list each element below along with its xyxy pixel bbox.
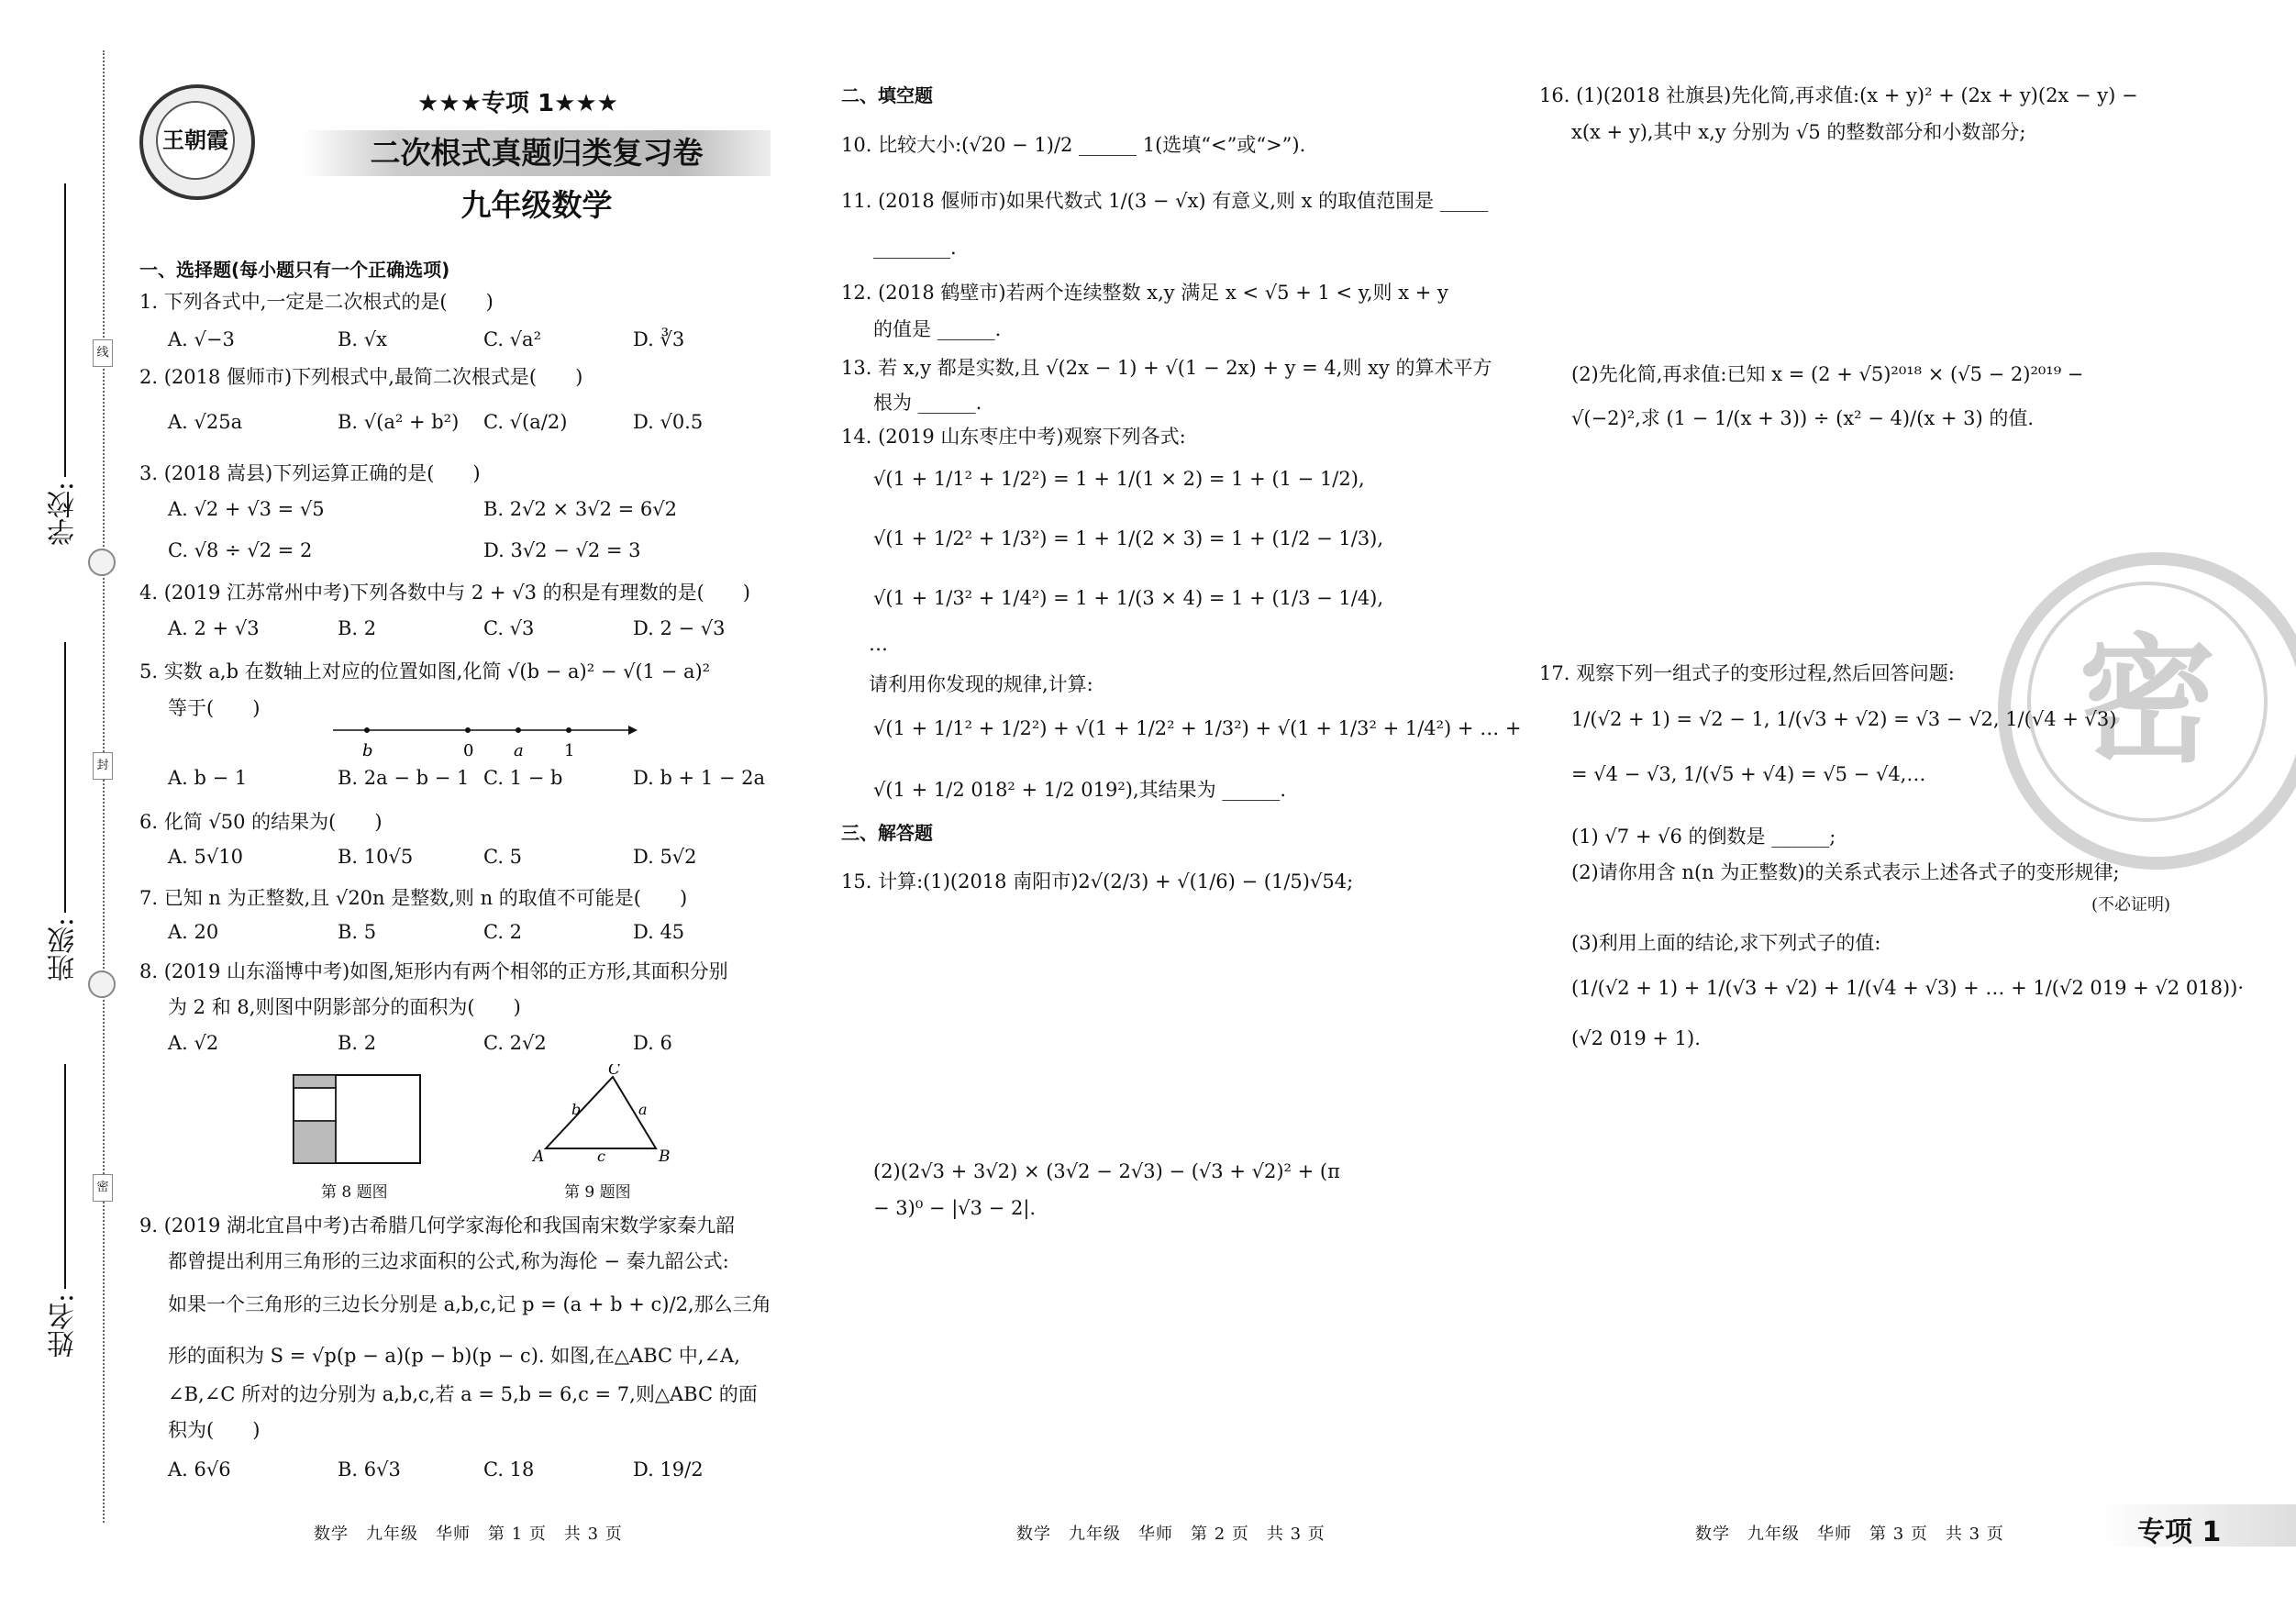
q9-option-a: A. 6√6 [168, 1458, 231, 1481]
q4-option-b: B. 2 [338, 617, 377, 639]
q5-option-c: C. 1 − b [483, 767, 563, 789]
q14-equation-2: √(1 + 1/2² + 1/3²) = 1 + 1/(2 × 3) = 1 + (1/2 − 1/3), [873, 527, 1384, 549]
special-label: ★★★专项 1★★★ [417, 90, 618, 117]
triangle-side-b: b [571, 1101, 582, 1118]
question-7: 7. 已知 n 为正整数,且 √20n 是整数,则 n 的取值不可能是( ) [139, 887, 688, 909]
question-9-line-5: ∠B,∠C 所对的边分别为 a,b,c,若 a = 5,b = 6,c = 7,则△ABC 的面 [168, 1383, 758, 1405]
name-underline [64, 1064, 66, 1289]
q14-sum-line-1: √(1 + 1/1² + 1/2²) + √(1 + 1/2² + 1/3²) + √(1 + 1/3² + 1/4²) + … + [873, 717, 1522, 739]
q1-option-d: D. ∛3 [633, 328, 685, 350]
exam-subtitle: 九年级数学 [460, 187, 613, 223]
axis-label-b: b [362, 741, 373, 760]
triangle-vertex-c: C [608, 1064, 621, 1079]
question-16-part-2-cont: √(−2)²,求 (1 − 1/(x + 3)) ÷ (x² − 4)/(x + 3) 的值. [1571, 407, 2035, 429]
secret-stamp-text: 密 [2027, 582, 2268, 822]
q6-option-c: C. 5 [483, 846, 523, 868]
q1-option-a: A. √−3 [168, 328, 235, 350]
q4-option-a: A. 2 + √3 [168, 617, 260, 639]
figure-8-rectangle [292, 1073, 425, 1170]
question-12-cont: 的值是 ______. [873, 318, 1002, 340]
q3-option-a: A. √2 + √3 = √5 [168, 498, 325, 520]
question-17: 17. 观察下列一组式子的变形过程,然后回答问题: [1539, 662, 1955, 684]
question-8-cont: 为 2 和 8,则图中阴影部分的面积为( ) [168, 996, 521, 1018]
triangle-vertex-a: A [533, 1148, 545, 1166]
q6-option-b: B. 10√5 [338, 846, 414, 868]
q14-equation-1: √(1 + 1/1² + 1/2²) = 1 + 1/(1 × 2) = 1 + (1 − 1/2), [873, 468, 1365, 490]
q7-option-c: C. 2 [483, 921, 523, 943]
q17-part-1: (1) √7 + √6 的倒数是 ______; [1571, 826, 1836, 848]
binding-ring-icon [88, 970, 116, 998]
page-footer-2: 数学 九年级 华师 第 2 页 共 3 页 [1016, 1525, 1325, 1544]
q4-option-d: D. 2 − √3 [633, 617, 726, 639]
q8-option-d: D. 6 [633, 1032, 672, 1054]
q3-option-d: D. 3√2 − √2 = 3 [483, 539, 641, 561]
q14-equation-3: √(1 + 1/3² + 1/4²) = 1 + 1/(3 × 4) = 1 + (1/3 − 1/4), [873, 587, 1384, 609]
q17-part-2: (2)请你用含 n(n 为正整数)的关系式表示上述各式子的变形规律; [1571, 861, 2120, 883]
q2-option-d: D. √0.5 [633, 411, 704, 433]
q17-expression: (1/(√2 + 1) + 1/(√3 + √2) + 1/(√4 + √3) + … + 1/(√2 019 + √2 018))· [1571, 977, 2244, 999]
question-9-line-6: 积为( ) [168, 1419, 261, 1441]
question-12: 12. (2018 鹤壁市)若两个连续整数 x,y 满足 x < √5 + 1 < y,则 x + y [841, 282, 1448, 304]
binding-ring-icon [88, 549, 116, 576]
logo-text: 王朝霞 [156, 101, 235, 180]
class-label: 班级: [48, 917, 80, 982]
q6-option-d: D. 5√2 [633, 846, 697, 868]
question-13: 13. 若 x,y 都是实数,且 √(2x − 1) + √(1 − 2x) + y = 4,则 xy 的算术平方 [841, 357, 1492, 379]
question-5-cont: 等于( ) [168, 697, 261, 719]
page-footer-1: 数学 九年级 华师 第 1 页 共 3 页 [314, 1525, 623, 1544]
question-13-cont: 根为 ______. [873, 392, 982, 414]
question-9-line-2: 都曾提出利用三角形的三边求面积的公式,称为海伦 − 秦九韶公式: [168, 1250, 729, 1272]
triangle-vertex-b: B [659, 1148, 671, 1166]
q14-ellipsis: … [869, 633, 888, 655]
q17-example-line-1: 1/(√2 + 1) = √2 − 1, 1/(√3 + √2) = √3 − √2, 1/(√4 + √3) [1571, 708, 2117, 730]
exam-title: 二次根式真题归类复习卷 [370, 135, 704, 171]
q5-option-b: B. 2a − b − 1 [338, 767, 470, 789]
binding-tag-secret: 密 [93, 1174, 113, 1202]
q3-option-b: B. 2√2 × 3√2 = 6√2 [483, 498, 677, 520]
question-15-part-2-cont: − 3)⁰ − |√3 − 2|. [873, 1197, 1037, 1219]
triangle-side-c: c [597, 1148, 605, 1165]
axis-label-0: 0 [463, 741, 474, 760]
class-underline [64, 642, 66, 913]
q14-sum-line-2: √(1 + 1/2 018² + 1/2 019²),其结果为 ______. [873, 779, 1286, 801]
question-8: 8. (2019 山东淄博中考)如图,矩形内有两个相邻的正方形,其面积分别 [139, 960, 728, 982]
question-16-part-2: (2)先化简,再求值:已知 x = (2 + √5)²⁰¹⁸ × (√5 − 2)²⁰¹⁹ − [1571, 363, 2084, 385]
axis-label-a: a [514, 741, 524, 760]
q1-option-c: C. √a² [483, 328, 541, 350]
q17-no-proof-note: (不必证明) [2091, 895, 2171, 915]
q14-instruction: 请利用你发现的规律,计算: [869, 673, 1093, 695]
name-label: 姓名: [48, 1293, 80, 1359]
q17-example-line-2: = √4 − √3, 1/(√5 + √4) = √5 − √4,… [1571, 763, 1926, 785]
q8-option-c: C. 2√2 [483, 1032, 547, 1054]
question-14: 14. (2019 山东枣庄中考)观察下列各式: [841, 426, 1186, 448]
q2-option-a: A. √25a [168, 411, 243, 433]
figure-9-triangle [527, 1064, 674, 1170]
q9-option-c: C. 18 [483, 1458, 535, 1481]
question-11-blank: ________. [873, 237, 957, 259]
question-1: 1. 下列各式中,一定是二次根式的是( ) [139, 291, 494, 313]
question-15-part-2: (2)(2√3 + 3√2) × (3√2 − 2√3) − (√3 + √2)² + (π [873, 1160, 1340, 1182]
axis-label-1: 1 [564, 741, 575, 760]
school-label: 学校: [48, 482, 80, 547]
q7-option-d: D. 45 [633, 921, 685, 943]
q2-option-b: B. √(a² + b²) [338, 411, 460, 433]
binding-dotted-line [103, 50, 105, 1523]
question-5: 5. 实数 a,b 在数轴上对应的位置如图,化简 √(b − a)² − √(1 − a)² [139, 660, 711, 682]
q7-option-b: B. 5 [338, 921, 377, 943]
section-fill-in: 二、填空题 [841, 84, 933, 106]
figure-9-caption: 第 9 题图 [564, 1183, 631, 1202]
question-10: 10. 比较大小:(√20 − 1)/2 ______ 1(选填“<”或“>”). [841, 134, 1306, 156]
question-16-part-1-cont: x(x + y),其中 x,y 分别为 √5 的整数部分和小数部分; [1571, 121, 2026, 143]
number-line-figure [326, 715, 638, 761]
q1-option-b: B. √x [338, 328, 388, 350]
q9-option-b: B. 6√3 [338, 1458, 401, 1481]
question-3: 3. (2018 嵩县)下列运算正确的是( ) [139, 462, 481, 484]
q4-option-c: C. √3 [483, 617, 535, 639]
school-underline [64, 183, 66, 477]
publisher-logo [139, 84, 255, 200]
question-4: 4. (2019 江苏常州中考)下列各数中与 2 + √3 的积是有理数的是( ) [139, 582, 750, 604]
q9-option-d: D. 19/2 [633, 1458, 704, 1481]
binding-tag-line: 线 [93, 339, 113, 367]
q6-option-a: A. 5√10 [168, 846, 243, 868]
corner-special-label: 专项 1 [2137, 1516, 2222, 1548]
q7-option-a: A. 20 [168, 921, 219, 943]
figure-8-caption: 第 8 题图 [321, 1183, 388, 1202]
q3-option-c: C. √8 ÷ √2 = 2 [168, 539, 313, 561]
q5-option-d: D. b + 1 − 2a [633, 767, 766, 789]
q8-option-b: B. 2 [338, 1032, 377, 1054]
page-footer-3: 数学 九年级 华师 第 3 页 共 3 页 [1695, 1525, 2004, 1544]
binding-tag-seal: 封 [93, 752, 113, 780]
section-answer: 三、解答题 [841, 822, 933, 844]
q2-option-c: C. √(a/2) [483, 411, 568, 433]
triangle-side-a: a [638, 1101, 648, 1118]
question-16-part-1: 16. (1)(2018 社旗县)先化简,再求值:(x + y)² + (2x + y)(2x − y) − [1539, 84, 2138, 106]
question-2: 2. (2018 偃师市)下列根式中,最简二次根式是( ) [139, 366, 583, 388]
question-9-line-4: 形的面积为 S = √p(p − a)(p − b)(p − c). 如图,在△ABC 中,∠A, [168, 1345, 740, 1367]
question-15-part-1: 15. 计算:(1)(2018 南阳市)2√(2/3) + √(1/6) − (1/5)√54; [841, 871, 1354, 893]
q5-option-a: A. b − 1 [168, 767, 248, 789]
question-9-line-1: 9. (2019 湖北宜昌中考)古希腊几何学家海伦和我国南宋数学家秦九韶 [139, 1214, 736, 1237]
q8-option-a: A. √2 [168, 1032, 219, 1054]
q17-expression-cont: (√2 019 + 1). [1571, 1027, 1701, 1049]
q17-part-3: (3)利用上面的结论,求下列式子的值: [1571, 932, 1881, 954]
question-9-line-3: 如果一个三角形的三边长分别是 a,b,c,记 p = (a + b + c)/2,那么三角 [168, 1293, 771, 1315]
question-11: 11. (2018 偃师市)如果代数式 1/(3 − √x) 有意义,则 x 的取值范围是 _____ [841, 190, 1489, 212]
section-choice: 一、选择题(每小题只有一个正确选项) [139, 259, 450, 281]
question-6: 6. 化简 √50 的结果为( ) [139, 811, 383, 833]
